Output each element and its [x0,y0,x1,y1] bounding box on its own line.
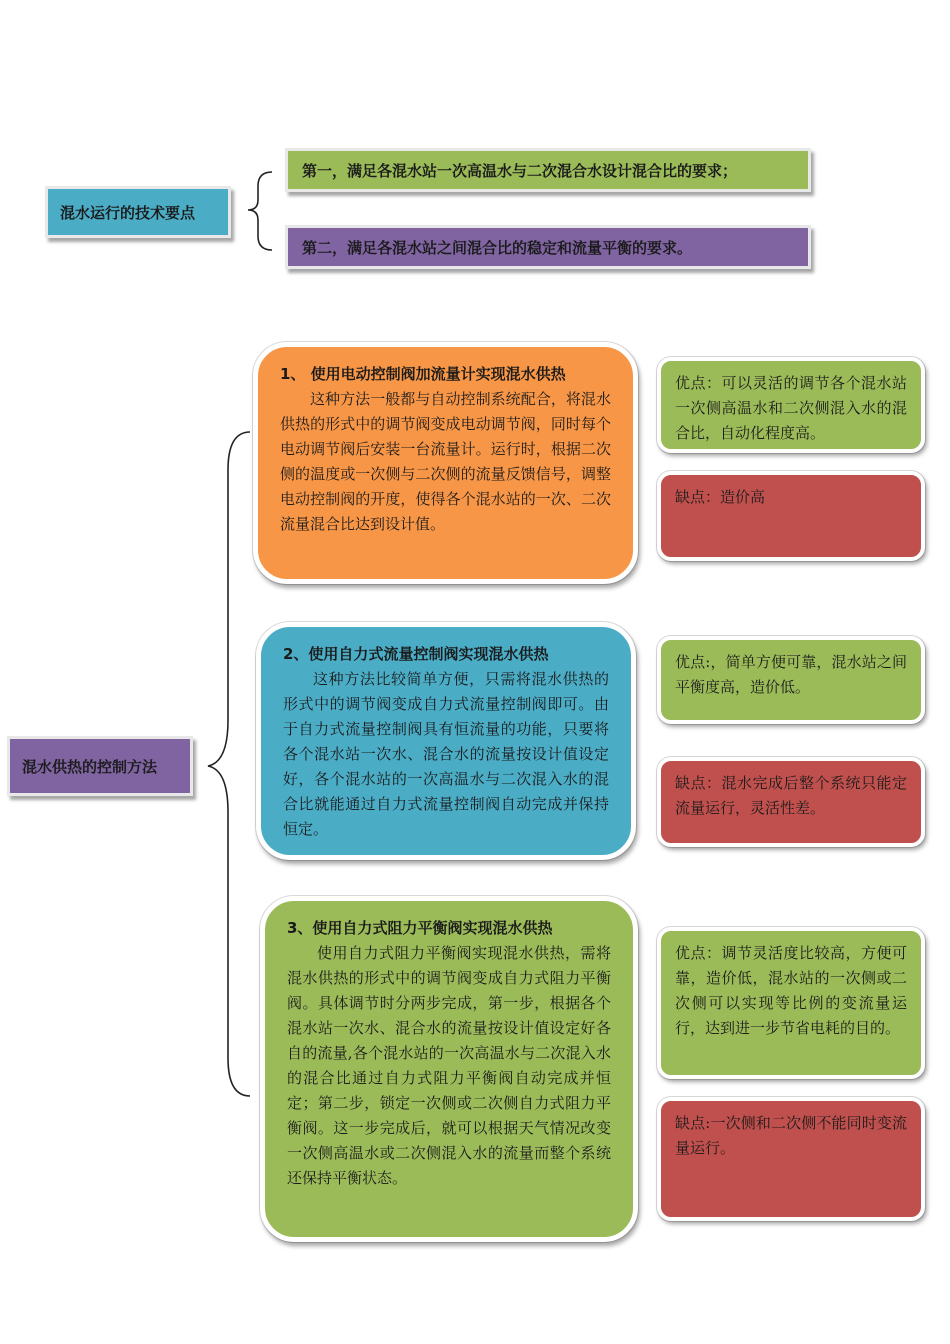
method-1-card [253,342,638,584]
control-methods-root-label: 混水供热的控制方法 [7,736,193,796]
method-3-title: 3、使用自力式阻力平衡阀实现混水供热 [287,919,553,937]
method-2-text: 这种方法比较简单方便，只需将混水供热的形式中的调节阀变成自力式流量控制阀即可。由于自力式流量控制阀具有恒流量的功能，只要将各个混水站一次水、混合水的流量按设计值设定好，各个混水站的一次高温水与二次混入水的混合比就能通过自力式流量控制阀自动完成并保持恒定。 [283,670,609,838]
tech-point-2: 第二，满足各混水站之间混合比的稳定和流量平衡的要求。 [285,225,811,269]
method-2-pros: 优点:，简单方便可靠，混水站之间平衡度高，造价低。 [657,636,925,724]
method-2-cons: 缺点：混水完成后整个系统只能定流量运行，灵活性差。 [657,757,925,847]
method-1-cons: 缺点：造价高 [657,471,925,561]
method-2-card [256,622,636,860]
method-3-cons: 缺点:一次侧和二次侧不能同时变流量运行。 [657,1097,925,1221]
tech-point-1: 第一，满足各混水站一次高温水与二次混合水设计混合比的要求； [285,148,811,192]
method-1-text: 这种方法一般都与自动控制系统配合，将混水供热的形式中的调节阀变成电动调节阀，同时每个电动调节阀后安装一台流量计。运行时，根据二次侧的温度或一次侧与二次侧的流量反馈信号，调整电动控制阀的开度，使得各个混水站的一次、二次流量混合比达到设计值。 [280,390,611,533]
tech-points-root-label: 混水运行的技术要点 [45,186,231,238]
method-1-pros: 优点：可以灵活的调节各个混水站一次侧高温水和二次侧混入水的混合比，自动化程度高。 [657,357,925,453]
bottom-brace [208,432,250,1096]
method-3-text: 使用自力式阻力平衡阀实现混水供热，需将混水供热的形式中的调节阀变成自力式阻力平衡阀。具体调节时分两步完成，第一步，根据各个混水站一次水、混合水的流量按设计值设定好各自的流量,各个混水站的一次高温水与二次混入水的混合比通过自力式阻力平衡阀自动完成并恒定；第二步，锁定一次侧或二次侧自力式阻力平衡阀。这一步完成后，就可以根据天气情况改变一次侧高温水或二次侧混入水的流量而整个系统还保持平衡状态。 [287,944,611,1187]
top-brace [248,172,272,250]
method-1-title: 1、 使用电动控制阀加流量计实现混水供热 [280,365,566,383]
method-2-title: 2、使用自力式流量控制阀实现混水供热 [283,645,549,663]
method-3-card [260,896,638,1242]
method-3-pros: 优点：调节灵活度比较高，方便可靠，造价低，混水站的一次侧或二次侧可以实现等比例的变流量运行，达到进一步节省电耗的目的。 [657,927,925,1079]
